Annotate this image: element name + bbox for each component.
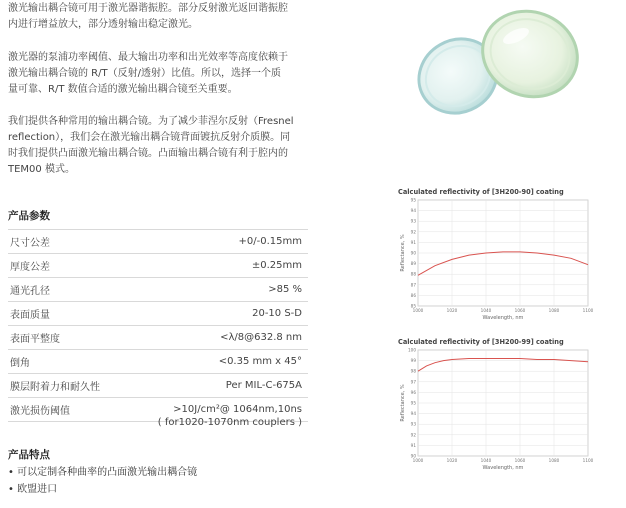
spec-label: 尺寸公差 bbox=[8, 230, 130, 254]
intro-paragraph-1 bbox=[8, 1, 308, 33]
x-tick-label: 1000 bbox=[412, 308, 424, 313]
spec-label: 厚度公差 bbox=[8, 254, 130, 278]
table-row bbox=[8, 374, 308, 398]
y-axis-label: Reflectance, % bbox=[400, 234, 406, 272]
text-line: 时我们提供凸面激光输出耦合镜。凸面输出耦合镜有利于腔内的 bbox=[8, 148, 288, 159]
x-tick-label: 1100 bbox=[582, 458, 594, 463]
y-tick-label: 91 bbox=[410, 239, 416, 245]
y-tick-label: 99 bbox=[410, 358, 416, 364]
y-tick-label: 95 bbox=[410, 400, 416, 406]
x-tick-label: 1000 bbox=[412, 458, 424, 463]
chart-svg bbox=[398, 336, 598, 472]
y-tick-label: 87 bbox=[410, 282, 416, 288]
text-line: 激光输出耦合镜的 R/T（反射/透射）比值。所以，选择一个质 bbox=[8, 68, 281, 79]
spec-note: ( for1020-1070nm couplers ) bbox=[157, 417, 302, 428]
y-tick-label: 95 bbox=[410, 197, 416, 203]
reflectivity-chart-99 bbox=[398, 336, 598, 472]
y-axis-label: Reflectance, % bbox=[400, 384, 406, 422]
table-row bbox=[8, 326, 308, 350]
reflectivity-chart-90 bbox=[398, 186, 598, 322]
y-tick-label: 86 bbox=[410, 292, 416, 298]
spec-value: <λ/8@632.8 nm bbox=[130, 326, 308, 350]
y-tick-label: 98 bbox=[410, 368, 416, 374]
x-tick-label: 1040 bbox=[480, 458, 492, 463]
spec-label: 倒角 bbox=[8, 350, 130, 374]
features-title: 产品特点 bbox=[8, 449, 50, 461]
x-tick-label: 1080 bbox=[548, 458, 560, 463]
y-tick-label: 89 bbox=[410, 261, 416, 267]
spec-label: 表面平整度 bbox=[8, 326, 130, 350]
y-tick-label: 88 bbox=[410, 271, 416, 277]
y-tick-label: 91 bbox=[410, 442, 416, 448]
text-line: TEM00 模式。 bbox=[8, 164, 75, 175]
y-tick-label: 92 bbox=[410, 432, 416, 438]
output-coupler-lens-image bbox=[396, 0, 606, 130]
list-item: • 可以定制各种曲率的凸面激光输出耦合镜 bbox=[8, 467, 198, 478]
x-tick-label: 1060 bbox=[514, 458, 526, 463]
y-tick-label: 93 bbox=[410, 218, 416, 224]
y-tick-label: 100 bbox=[408, 347, 416, 353]
spec-label: 通光孔径 bbox=[8, 278, 130, 302]
y-tick-label: 94 bbox=[410, 208, 416, 214]
spec-value: >85 % bbox=[130, 278, 308, 302]
table-row bbox=[8, 302, 308, 326]
spec-value: >10J/cm²@ 1064nm,10ns bbox=[130, 398, 308, 422]
chart-svg bbox=[398, 186, 598, 322]
list-item: • 欧盟进口 bbox=[8, 484, 58, 495]
y-tick-label: 94 bbox=[410, 411, 416, 417]
table-row bbox=[8, 254, 308, 278]
text-line: 我们提供各种常用的输出耦合镜。为了减少菲涅尔反射（Fresnel bbox=[8, 116, 294, 127]
features-list bbox=[8, 464, 197, 498]
intro-paragraph-3 bbox=[8, 114, 308, 178]
x-tick-label: 1080 bbox=[548, 308, 560, 313]
x-axis-label: Wavelength, nm bbox=[482, 465, 524, 471]
text-line: 激光输出耦合镜可用于激光器谐振腔。部分反射激光返回谐振腔 bbox=[8, 3, 288, 14]
spec-label: 膜层附着力和耐久性 bbox=[8, 374, 130, 398]
spec-value: 20-10 S-D bbox=[130, 302, 308, 326]
spec-value: +0/-0.15mm bbox=[130, 230, 308, 254]
x-tick-label: 1100 bbox=[582, 308, 594, 313]
text-line: reflection），我们会在激光输出耦合镜背面镀抗反射介质膜。同 bbox=[8, 132, 291, 143]
table-row bbox=[8, 350, 308, 374]
chart-title: Calculated reflectivity of [3H200-90] coating bbox=[398, 188, 564, 196]
y-tick-label: 93 bbox=[410, 421, 416, 427]
x-tick-label: 1020 bbox=[446, 308, 458, 313]
x-axis-label: Wavelength, nm bbox=[482, 315, 524, 321]
text-line: 内进行增益放大，部分透射输出稳定激光。 bbox=[8, 19, 198, 30]
text-line: 量可靠、R/T 数值合适的激光输出耦合镜至关重要。 bbox=[8, 84, 238, 95]
y-tick-label: 90 bbox=[410, 453, 416, 459]
spec-label: 激光损伤阈值 bbox=[8, 398, 130, 422]
text-line: 激光器的泵浦功率阈值、最大输出功率和出光效率等高度依赖于 bbox=[8, 52, 288, 63]
y-tick-label: 90 bbox=[410, 250, 416, 256]
x-tick-label: 1020 bbox=[446, 458, 458, 463]
y-tick-label: 96 bbox=[410, 389, 416, 395]
spec-value: ±0.25mm bbox=[130, 254, 308, 278]
table-row bbox=[8, 278, 308, 302]
x-tick-label: 1040 bbox=[480, 308, 492, 313]
x-tick-label: 1060 bbox=[514, 308, 526, 313]
y-tick-label: 97 bbox=[410, 379, 416, 385]
chart-title: Calculated reflectivity of [3H200-99] coating bbox=[398, 338, 564, 346]
spec-label: 表面质量 bbox=[8, 302, 130, 326]
spec-value: Per MIL-C-675A bbox=[130, 374, 308, 398]
intro-paragraph-2 bbox=[8, 50, 308, 98]
specs-table bbox=[8, 229, 308, 422]
y-tick-label: 85 bbox=[410, 303, 416, 309]
specs-title: 产品参数 bbox=[8, 210, 50, 222]
y-tick-label: 92 bbox=[410, 229, 416, 235]
spec-value: <0.35 mm x 45° bbox=[130, 350, 308, 374]
table-row bbox=[8, 230, 308, 254]
